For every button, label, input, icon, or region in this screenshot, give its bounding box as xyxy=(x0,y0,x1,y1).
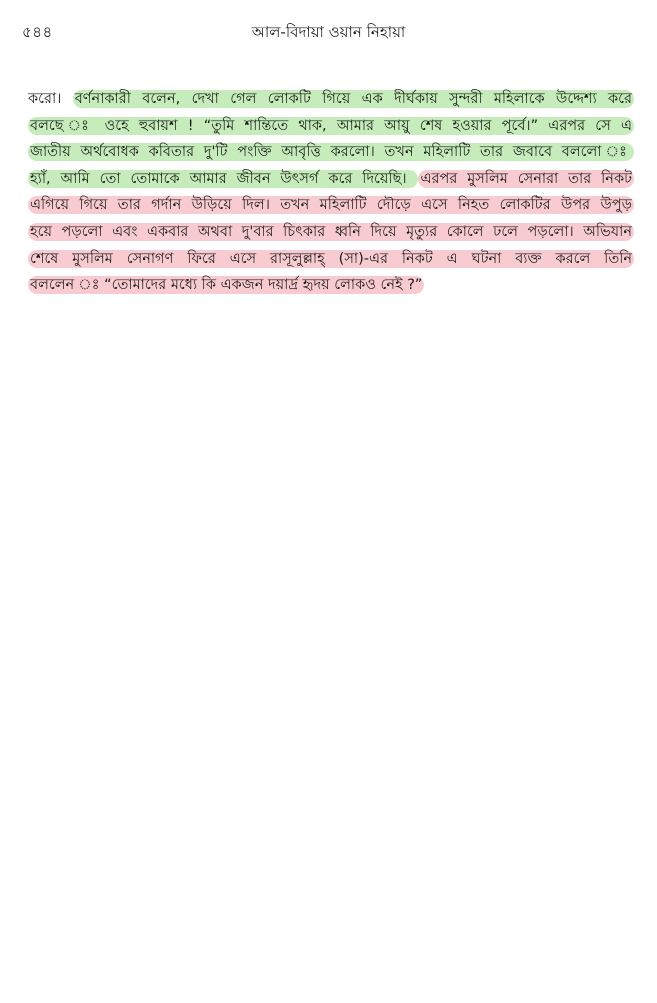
page-number: ৫৪৪ xyxy=(22,23,53,41)
text-line xyxy=(28,139,634,166)
text-line xyxy=(28,113,634,140)
text-line xyxy=(28,246,634,273)
green-highlight: হ্যাঁ, আমি তো তোমাকে আমার জীবন উৎসর্গ করে দিয়েছি। xyxy=(30,170,417,187)
body-paragraph xyxy=(28,86,634,299)
text-line xyxy=(28,219,634,246)
pink-highlight: বললেন ঃ “তোমাদের মধ্যে কি একজন দয়ার্দ্র হৃদয় লোকও নেই ?” xyxy=(30,277,423,294)
pink-highlight: এরপর মুসলিম সেনারা তার নিকট xyxy=(420,170,632,187)
running-title: আল-বিদায়া ওয়ান নিহায়া xyxy=(251,23,406,41)
green-highlight: বর্ণনাকারী বলেন, দেখা গেল লোকটি গিয়ে এক দীর্ঘকায় সুন্দরী মহিলাকে উদ্দেশ্য করে xyxy=(74,91,632,107)
text-line-last xyxy=(28,272,634,299)
pink-highlight: হয়ে পড়লো এবং একবার অথবা দু'বার চিৎকার ধ্বনি দিয়ে মৃত্যুর কোলে ঢলে পড়লো। অভিযান xyxy=(30,223,632,240)
text-line xyxy=(28,86,634,113)
green-highlight: জাতীয় অর্থবোধক কবিতার দু'টি পংক্তি আবৃত্তি করলো। তখন মহিলাটি তার জবাবে বললো ঃ xyxy=(30,144,632,161)
text-line xyxy=(28,166,634,193)
text-line xyxy=(28,192,634,219)
pink-highlight: শেষে মুসলিম সেনাগণ ফিরে এসে রাসূলুল্লাহ্ (সা)-এর নিকট এ ঘটনা ব্যক্ত করলে তিনি xyxy=(30,250,632,267)
text-plain: করো। xyxy=(28,91,73,107)
pink-highlight: এগিয়ে গিয়ে তার গর্দান উড়িয়ে দিল। তখন মহিলাটি দৌড়ে এসে নিহত লোকটির উপর উপুড় xyxy=(30,197,632,214)
green-highlight: বলছে ঃ ওহে হুবায়শ ! “তুমি শান্তিতে থাক, আমার আয়ু শেষ হওয়ার পূর্বে।” এরপর সে এ xyxy=(30,117,632,134)
